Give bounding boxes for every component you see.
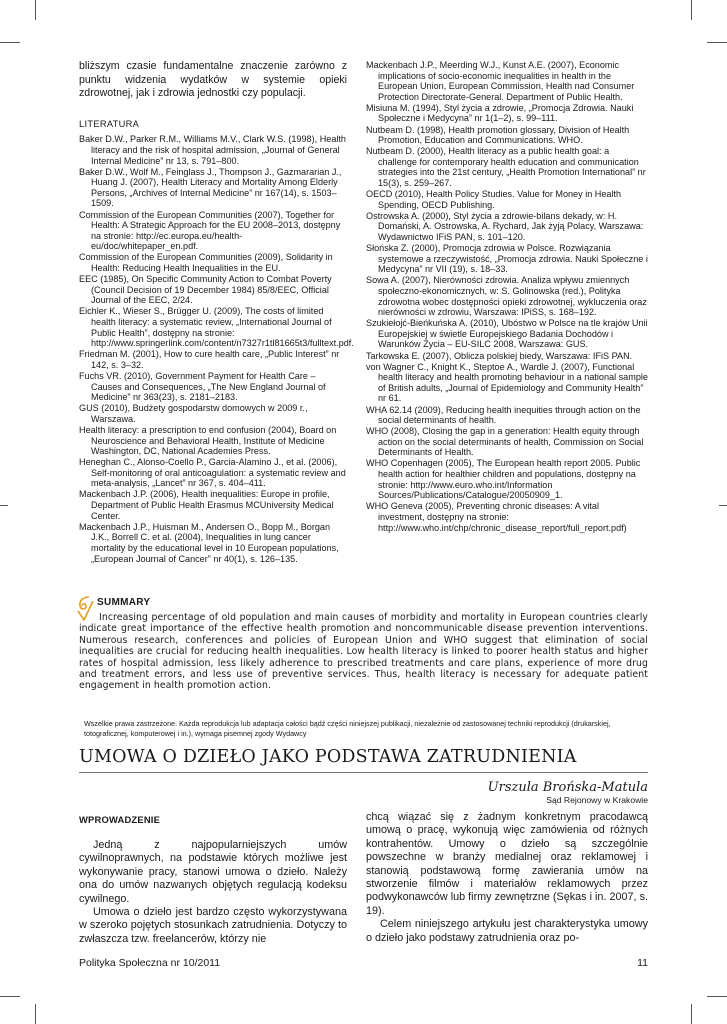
reference-item: EEC (1985), On Specific Community Action to Combat Poverty (Council Decision of 19 December 1984) 85/8/EEC, Official Journal of the EEC, 2/24. xyxy=(79,274,332,306)
reference-item: Słońska Z. (2000), Promocja zdrowia w Polsce. Rozwiązania systemowe a rzeczywistość, „Promocja zdrowia. Nauki Społeczne i Medycyna” nr VII (19), s. 18–33. xyxy=(366,243,648,275)
article-author: Urszula Brońska-Matula xyxy=(487,780,648,795)
intro-paragraph: bliższym czasie fundamentalne znaczenie zarówno z punktu widzenia wydatków w systemie opieki zdrowotnej, jak i zdrowia jednostki czy populacji. xyxy=(79,60,347,100)
article-paragraph: Jedną z najpopularniejszych umów cywilnoprawnych, na podstawie których możliwe jest wykonywanie pracy, stanowi umowa o dzieło. Należy ona do umów nazwanych objętych regulacją kodeksu cywilnego. xyxy=(79,839,347,905)
reference-item: Nutbeam D. (1998), Health promotion glossary, Division of Health Promotion, Education and Communications. WHO. xyxy=(366,124,630,146)
title-rule xyxy=(79,772,648,773)
reference-item: Mackenbach J.P. (2006), Health inequalities: Europe in profile, Department of Public Health Erasmus MCUniversity Medical Center. xyxy=(79,489,334,521)
crop-mark-mid-left xyxy=(0,505,8,506)
page-number: 11 xyxy=(637,957,648,969)
crop-mark-top-right-v xyxy=(691,0,692,20)
reference-item: Friedman M. (2001), How to cure health care, „Public Interest” nr 142, s. 3–32. xyxy=(79,349,340,370)
reference-item: OECD (2010), Health Policy Studies. Value for Money in Health Spending, OECD Publishing. xyxy=(366,189,622,210)
reference-item: WHA 62.14 (2009), Reducing health inequities through action on the social determinants of health. xyxy=(366,404,641,426)
reference-item: Tarkowska E. (2007), Oblicza polskiej biedy, Warszawa: IFiS PAN. xyxy=(366,350,633,361)
crop-mark-bottom-left-v xyxy=(35,1004,36,1024)
article-title: UMOWA O DZIEŁO JAKO PODSTAWA ZATRUDNIENIA xyxy=(79,747,577,767)
reference-item: von Wagner C., Knight K., Steptoe A., Wardle J. (2007), Functional health literacy and health promoting behaviour in a national sample of British adults, „Journal of Epidemiology and Community Health” nr 61. xyxy=(366,361,648,404)
section-heading: WPROWADZENIE xyxy=(79,814,161,825)
crop-mark-top-left-h xyxy=(0,42,20,43)
summary-heading: SUMMARY xyxy=(97,597,151,608)
rights-notice: Wszelkie prawa zastrzeżone. Każda reprodukcja lub adaptacja całości bądź części niniejszej publikacji, niezależnie od zastosowanej techniki reprodukcji (drukarskiej, totograficznej, komputerowej i in.), wymaga pisemnej zgody Wydawcy xyxy=(84,719,611,738)
reference-item: Mackenbach J.P., Meerding W.J., Kunst A.E. (2007), Economic implications of socio-economic inequalities in health in the European Union, European Commission, Health nad Consumer Protection Directorate-General. Department of Public Health. xyxy=(366,60,635,102)
reference-item: Misiuna M. (1994), Styl życia a zdrowie, „Promocja Zdrowia. Nauki Społeczne i Medycyna” nr 1(1–2), s. 99–111. xyxy=(366,102,634,124)
reference-item: Heneghan C., Alonso-Coello P., Garcia-Alamino J., et al. (2006), Self-monitoring of oral anticoagulation: a systematic review and meta-analysis, „Lancet” nr 367, s. 404–411. xyxy=(79,457,346,489)
article-paragraph: Umowa o dzieło jest bardzo często wykorzystywana w szeroko pojętych stosunkach zatrudnienia. Dotyczy to zwłaszcza tzw. freelancerów, którzy nie xyxy=(79,906,347,945)
summary-text: Increasing percentage of old population and main causes of morbidity and mortality in European countries clearly indicate great importance of the effective health promotion and noncommunicable disease prevention interventions. Numerous research, conferences and policies of European Union and WHO suggest that elimination of social inequalities are crucial for reducing health inequalities. Low health literacy is linked to poorer health status and higher rates of hospital admission, less likely adherence to prescribed treatments and care plans, experience of more drug and treatment errors, and less use of preventive services. Thus, health literacy is necessary for adequate patient engagement in health promotion action. xyxy=(79,612,648,692)
reference-list-right xyxy=(366,60,648,533)
crop-mark-top-left-v xyxy=(35,0,36,20)
crop-mark-bottom-left-h xyxy=(0,996,20,997)
crop-mark-top-right-h xyxy=(707,42,727,43)
article-paragraph: Celem niniejszego artykułu jest charakterystyka umowy o dzieło jako podstawy zatrudnienia oraz po- xyxy=(366,918,648,944)
reference-item: Eichler K., Wieser S., Brügger U. (2009), The costs of limited health literacy: a systematic review, „International Journal of Public Health”, dostępny na stronie: http://www.springerlink.com/content/n7327r1tl81665t3/fulltext.pdf. xyxy=(79,306,354,349)
right-column xyxy=(366,60,648,534)
crop-mark-mid-right xyxy=(719,505,727,506)
reference-item: WHO (2008), Closing the gap in a generation: Health equity through action on the social determinants of health, Commission on Social Determinants of Health. xyxy=(366,426,644,458)
crop-mark-bottom-right-h xyxy=(707,996,727,997)
footer-journal: Polityka Społeczna nr 10/2011 xyxy=(79,957,221,969)
reference-item: Ostrowska A. (2000), Styl życia a zdrowie-bilans dekady, w: H. Domański, A. Ostrowska, A. Rychard, Jak żyją Polacy, Warszawa: Wydawnictwo IFiS PAN, s. 101–120. xyxy=(366,210,644,242)
reference-item: GUS (2010), Budżety gospodarstw domowych w 2009 r., Warszawa. xyxy=(79,403,308,424)
reference-item: Commission of the European Communities (2007), Together for Health: A Strategic Approach for the EU 2008–2013, dostępny na stronie: http://ec.europa.eu/health-eu/doc/whitepaper_en.pdf. xyxy=(79,209,341,252)
article-body-right xyxy=(366,811,648,945)
article-paragraph: chcą wiązać się z żadnym konkretnym pracodawcą umową o pracę, wykonują więc zamówienia od różnych kontrahentów. Umowy o dzieło są szczególnie powszechne w branży medialnej oraz reklamowej i stanowią podstawową formę zawierania umów na stworzenie filmów i materiałów reklamowych przez podwykonawców lub firmy zewnętrzne (Sękas i in. 2007, s. 19). xyxy=(366,811,648,917)
reference-list-left xyxy=(79,134,354,564)
literature-heading: LITERATURA xyxy=(79,118,140,129)
reference-item: Commission of the European Communities (2009), Solidarity in Health: Reducing Health Inequalities in the EU. xyxy=(79,252,333,273)
reference-item: WHO Copenhagen (2005), The European health report 2005. Public health action for healthier children and populations, dostępny na stronie: http://www.euro.who.int/Information Sources/Publications/Catalogue/20050909_1. xyxy=(366,458,641,501)
reference-item: Szukiełojć-Bieńkuńska A. (2010), Ubóstwo w Polsce na tle krajów Unii Europejskiej w świetle Europejskiego Badania Dochodów i Warunków Życia – EU-SILC 2008, Warszawa: GUS. xyxy=(366,318,648,350)
reference-item: Nutbeam D. (2000), Health literacy as a public health goal: a challenge for contemporary health education and communication strategies into the 21st century, „Health Promotion International” nr 15(3), s. 259–267. xyxy=(366,146,646,189)
article-body-left xyxy=(79,814,347,946)
reference-item: Baker D.W., Wolf M., Feinglass J., Thompson J., Gazmararian J., Huang J. (2007), Health Literacy and Mortality Among Elderly Persons, „Archives of Internal Medicine” nr 167(14), s. 1503–1509. xyxy=(79,166,342,209)
reference-item: WHO Geneva (2005), Preventing chronic diseases: A vital investment, dostępny na stronie: http://www.who.int/chp/chronic_disease_report/full_report.pdf) xyxy=(366,501,627,533)
reference-item: Health literacy: a prescription to end confusion (2004), Board on Neuroscience and Behavioral Health, Institute of Medicine Washington, DC, National Academies Press. xyxy=(79,424,337,457)
author-affiliation: Sąd Rejonowy w Krakowie xyxy=(546,795,648,805)
left-column xyxy=(79,60,354,565)
reference-item: Fuchs VR. (2010), Government Payment for Health Care – Causes and Consequences, „The New England Journal of Medicine” nr 363(23), s. 2181–2183. xyxy=(79,370,326,403)
reference-item: Mackenbach J.P., Huisman M., Andersen O., Bopp M., Borgan J.K., Borrell C. et al. (2004), Inequalities in lung cancer mortality by the educational level in 10 European populations, „European Journal of Cancer” nr 40(1), s. 126–135. xyxy=(79,521,339,564)
reference-item: Baker D.W., Parker R.M., Williams M.V., Clark W.S. (1998), Health literacy and the risk of hospital admission, „Journal of General Internal Medicine” nr 13, s. 791–800. xyxy=(79,134,346,166)
reference-item: Sowa A. (2007), Nierówności zdrowia. Analiza wpływu zmiennych społeczno-ekonomicznych, w: S. Golinowska (red.), Polityka zdrowotna wobec dostępności opieki zdrowotnej, wykluczenia oraz nierówności w zdrowiu, Warszawa: IPiSS, s. 168–192. xyxy=(366,275,647,318)
crop-mark-bottom-right-v xyxy=(691,1004,692,1024)
